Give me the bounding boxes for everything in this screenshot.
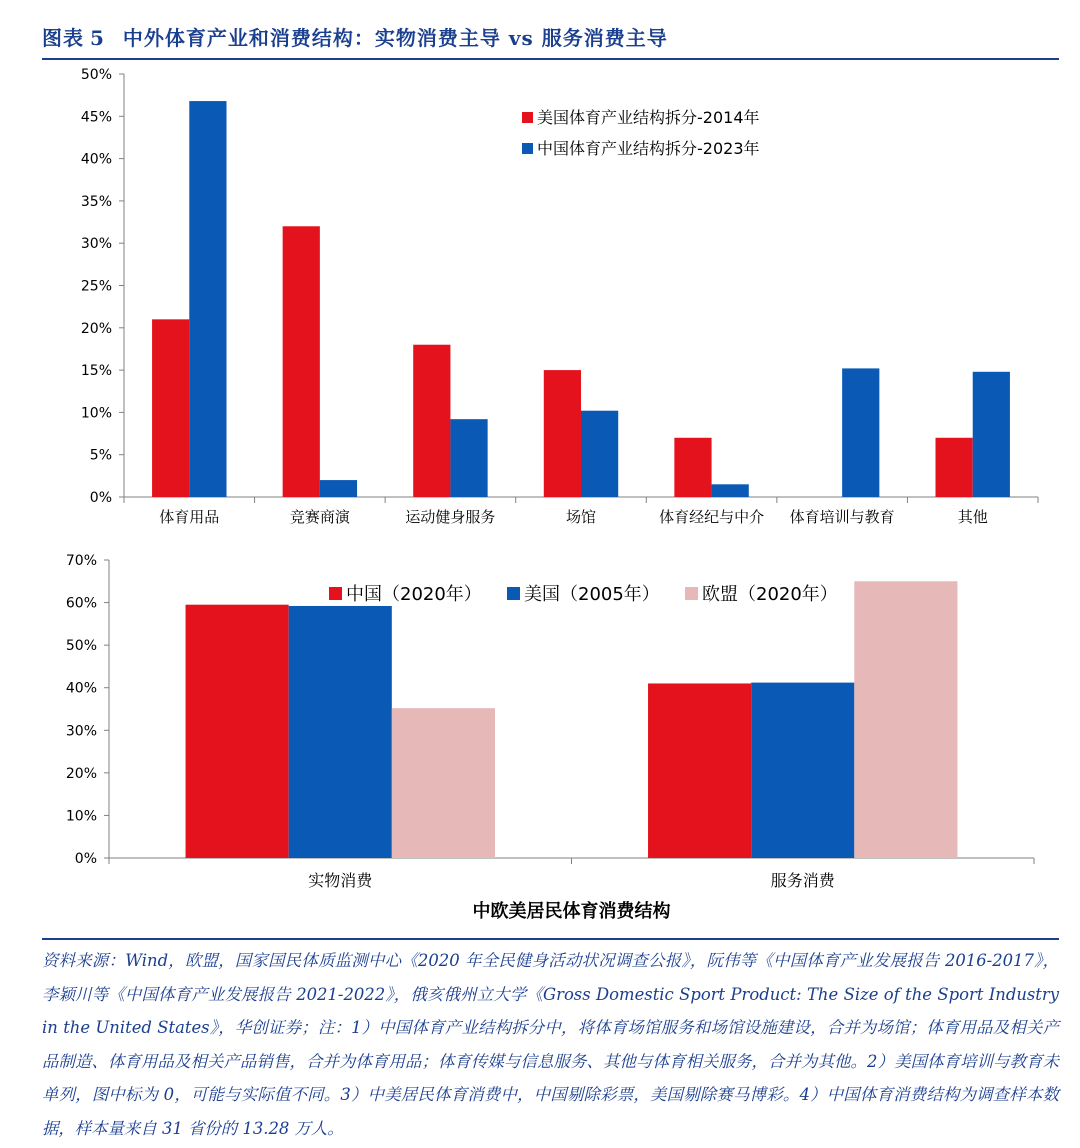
legend-label: 中国（2020年）: [346, 584, 482, 605]
bar-a: [674, 438, 711, 497]
bar-a: [413, 345, 450, 497]
bar-b: [973, 372, 1010, 497]
legend-label: 美国体育产业结构拆分-2014年: [537, 108, 760, 127]
legend-label: 欧盟（2020年）: [702, 584, 838, 605]
y-tick-label: 0%: [74, 851, 97, 867]
y-tick-label: 35%: [80, 193, 112, 210]
category-label: 体育培训与教育: [789, 508, 895, 526]
bar-b: [842, 368, 879, 497]
bar-b: [751, 683, 854, 858]
y-tick-label: 60%: [65, 595, 97, 612]
category-label: 竞赛商演: [289, 508, 350, 526]
bar-b: [712, 484, 749, 497]
sports-consumption-structure-chart: [0, 545, 1080, 930]
legend-label: 美国（2005年）: [524, 584, 660, 605]
bar-a: [544, 370, 581, 497]
y-tick-label: 45%: [80, 109, 112, 126]
legend-swatch: [329, 587, 342, 600]
legend-swatch: [522, 143, 533, 154]
y-tick-label: 20%: [80, 320, 112, 337]
category-label: 服务消费: [770, 871, 835, 890]
bar-a: [283, 226, 320, 497]
category-label: 场馆: [565, 508, 597, 526]
category-label: 实物消费: [308, 871, 373, 890]
bar-b: [289, 606, 392, 858]
chart-title: 中欧美居民体育消费结构: [472, 901, 671, 922]
legend-swatch: [522, 112, 533, 123]
y-tick-label: 20%: [65, 765, 97, 782]
y-tick-label: 0%: [89, 490, 112, 506]
legend-swatch: [507, 587, 520, 600]
bar-a: [648, 683, 751, 858]
figure-number: 5: [90, 26, 105, 50]
bar-c: [392, 708, 495, 858]
bar-a: [186, 605, 289, 858]
bar-a: [152, 319, 189, 497]
bar-b: [450, 419, 487, 497]
bar-a: [936, 438, 973, 497]
sports-industry-structure-chart: [0, 60, 1080, 540]
y-tick-label: 5%: [89, 447, 112, 464]
y-tick-label: 30%: [80, 236, 112, 253]
y-tick-label: 50%: [65, 638, 97, 655]
notes-rule: [42, 938, 1059, 940]
y-tick-label: 10%: [80, 405, 112, 422]
y-tick-label: 15%: [80, 363, 112, 380]
y-tick-label: 50%: [80, 67, 112, 83]
y-tick-label: 40%: [80, 151, 112, 168]
bar-b: [320, 480, 357, 497]
y-tick-label: 25%: [80, 278, 112, 295]
category-label: 体育用品: [159, 508, 220, 526]
y-tick-label: 30%: [65, 723, 97, 740]
source-notes: 资料来源：Wind，欧盟，国家国民体质监测中心《2020 年全民健身活动状况调查公报》，阮伟等《中国体育产业发展报告 2016-2017》，李颖川等《中国体育产业发展报告 2021-2022》，俄亥俄州立大学《Gross Domestic Sport Product: The Size of the Sport Industry in the United States》，华创证券；注：1）中国体育产业结构拆分中，将体育场馆服务和场馆设施建设，合并为场馆；体育用品及相关产品制造、体育用品及相关产品销售，合并为体育用品；体育传媒与信息服务、其他与体育相关服务，合并为其他。2）美国体育培训与教育未单列，图中标为 0，可能与实际值不同。3）中美居民体育消费中，中国剔除彩票，美国剔除赛马博彩。4）中国体育消费结构为调查样本数据，样本量来自 31 省份的 13.28 万人。: [42, 951, 1059, 1138]
y-tick-label: 40%: [65, 680, 97, 697]
bar-c: [854, 581, 957, 858]
y-tick-label: 70%: [65, 553, 97, 569]
bar-b: [581, 411, 618, 497]
category-label: 运动健身服务: [405, 508, 496, 526]
category-label: 体育经纪与中介: [659, 508, 765, 526]
legend-label: 中国体育产业结构拆分-2023年: [537, 139, 760, 158]
figure-label: 图表: [42, 26, 84, 50]
y-tick-label: 10%: [65, 808, 97, 825]
figure-title: [42, 22, 668, 51]
bar-b: [189, 101, 226, 497]
figure-title-text: 中外体育产业和消费结构：实物消费主导 vs 服务消费主导: [122, 26, 668, 50]
category-label: 其他: [957, 508, 988, 526]
legend-swatch: [685, 587, 698, 600]
